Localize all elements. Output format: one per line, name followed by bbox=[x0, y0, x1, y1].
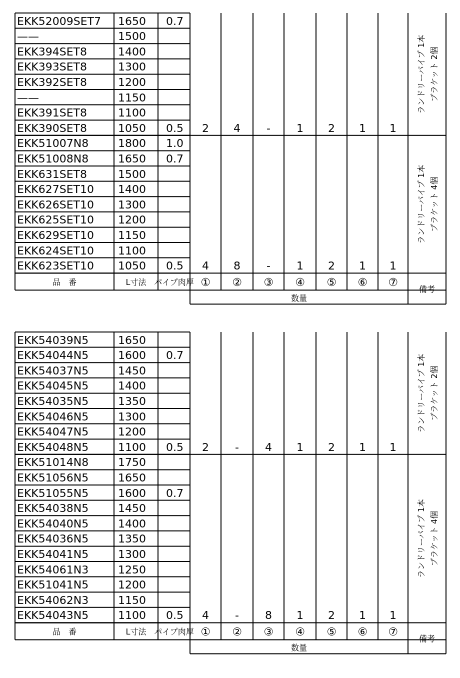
length-cell: 1150 bbox=[118, 91, 146, 105]
quantity-cell: 1 bbox=[296, 121, 304, 135]
part-number-cell: EKK54036N5 bbox=[17, 532, 89, 546]
part-number-cell: EKK390SET8 bbox=[17, 121, 88, 135]
length-cell: 1100 bbox=[118, 106, 146, 120]
quantity-cell: 1 bbox=[359, 259, 366, 273]
quantity-cell: 1 bbox=[296, 440, 304, 454]
remarks-line-1: ランドリーパイプ 1本 bbox=[417, 164, 426, 244]
length-cell: 1200 bbox=[118, 76, 146, 89]
quantity-cell: 4 bbox=[265, 440, 272, 454]
quantity-cell: 2 bbox=[328, 259, 335, 273]
length-cell: 1400 bbox=[118, 183, 146, 197]
header-part-4: ④ bbox=[295, 276, 305, 290]
remarks-line-1: ランドリーパイプ 1本 bbox=[417, 353, 426, 433]
part-number-cell: EKK54037N5 bbox=[17, 364, 89, 378]
part-number-cell: EKK631SET8 bbox=[17, 167, 88, 181]
parts-table-1 bbox=[17, 15, 439, 303]
quantity-cell: 8 bbox=[233, 259, 241, 273]
length-cell: 1400 bbox=[118, 379, 146, 393]
length-cell: 1400 bbox=[118, 517, 146, 531]
quantity-cell: - bbox=[266, 121, 271, 135]
remarks-line-1: ランドリーパイプ 1本 bbox=[417, 34, 426, 114]
header-length: L寸法 bbox=[125, 278, 147, 288]
thickness-cell: 0.5 bbox=[166, 609, 184, 623]
quantity-cell: 1 bbox=[296, 609, 304, 623]
part-number-cell: EKK54045N5 bbox=[17, 379, 89, 393]
length-cell: 1200 bbox=[118, 213, 146, 227]
part-number-cell: EKK54043N5 bbox=[17, 609, 89, 623]
length-cell: 1200 bbox=[118, 425, 146, 439]
length-cell: 1250 bbox=[118, 563, 146, 577]
length-cell: 1200 bbox=[118, 578, 146, 592]
part-number-cell: EKK51041N5 bbox=[17, 578, 89, 592]
header-part-2: ② bbox=[232, 625, 242, 639]
header-part-3: ③ bbox=[263, 625, 274, 639]
remarks-line-2: ブラケット 4個 bbox=[430, 176, 439, 232]
header-part-1: ① bbox=[200, 276, 211, 290]
part-number-cell: EKK54062N3 bbox=[17, 593, 89, 607]
thickness-cell: 0.5 bbox=[166, 121, 184, 135]
quantity-cell: 1 bbox=[296, 259, 304, 273]
parts-table-2 bbox=[17, 334, 439, 653]
length-cell: 1300 bbox=[118, 198, 146, 212]
length-cell: 1650 bbox=[118, 471, 146, 485]
header-part-3: ③ bbox=[263, 276, 274, 290]
part-number-cell: EKK394SET8 bbox=[17, 45, 88, 59]
length-cell: 1100 bbox=[118, 609, 146, 623]
part-number-cell: —— bbox=[17, 30, 39, 44]
part-number-cell: EKK393SET8 bbox=[17, 60, 88, 74]
quantity-cell: 8 bbox=[265, 609, 272, 623]
part-number-cell: EKK54044N5 bbox=[17, 349, 89, 363]
length-cell: 1350 bbox=[118, 532, 146, 546]
part-number-cell: EKK51014N8 bbox=[17, 456, 89, 470]
part-number-cell: EKK51007N8 bbox=[17, 137, 89, 151]
quantity-cell: 4 bbox=[202, 259, 209, 273]
length-cell: 1750 bbox=[118, 456, 146, 470]
thickness-cell: 0.7 bbox=[166, 14, 184, 28]
header-thickness: パイプ肉厚 bbox=[154, 278, 194, 288]
length-cell: 1450 bbox=[118, 364, 146, 378]
thickness-cell: 0.5 bbox=[166, 259, 184, 273]
thickness-cell: 0.7 bbox=[166, 152, 184, 166]
quantity-cell: - bbox=[235, 440, 239, 454]
length-cell: 1300 bbox=[118, 410, 146, 424]
length-cell: 1650 bbox=[118, 333, 146, 347]
length-cell: 1150 bbox=[118, 229, 146, 242]
header-quantity: 数量 bbox=[291, 643, 307, 653]
part-number-cell: EKK54048N5 bbox=[17, 440, 89, 454]
header-part-6: ⑥ bbox=[357, 625, 368, 639]
length-cell: 1800 bbox=[118, 137, 146, 151]
length-cell: 1500 bbox=[118, 30, 146, 44]
part-number-cell: EKK54038N5 bbox=[17, 502, 89, 516]
length-cell: 1400 bbox=[118, 45, 146, 59]
length-cell: 1650 bbox=[118, 14, 146, 28]
part-number-cell: —— bbox=[17, 91, 39, 105]
header-remarks: 備考 bbox=[419, 634, 435, 644]
length-cell: 1450 bbox=[118, 502, 146, 516]
header-part-1: ① bbox=[200, 625, 211, 639]
length-cell: 1650 bbox=[118, 152, 146, 166]
part-number-cell: EKK627SET10 bbox=[17, 183, 95, 197]
part-number-cell: EKK626SET10 bbox=[17, 198, 95, 212]
part-number-cell: EKK54061N3 bbox=[17, 563, 89, 577]
length-cell: 1300 bbox=[118, 60, 146, 74]
part-number-cell: EKK54047N5 bbox=[17, 425, 89, 439]
header-quantity: 数量 bbox=[291, 294, 307, 304]
part-number-cell: EKK629SET10 bbox=[17, 229, 95, 242]
thickness-cell: 1.0 bbox=[166, 137, 184, 151]
header-part-7: ⑦ bbox=[388, 276, 398, 290]
length-cell: 1500 bbox=[118, 167, 146, 181]
part-number-cell: EKK51056N5 bbox=[17, 471, 89, 485]
quantity-cell: 2 bbox=[202, 121, 209, 135]
header-remarks: 備考 bbox=[419, 285, 435, 295]
remarks-line-2: ブラケット 2個 bbox=[430, 365, 439, 421]
header-length: L寸法 bbox=[125, 627, 147, 637]
quantity-cell: 1 bbox=[359, 121, 366, 135]
length-cell: 1300 bbox=[118, 548, 146, 561]
remarks-note bbox=[416, 354, 439, 433]
quantity-cell: 2 bbox=[328, 440, 335, 454]
quantity-cell: 1 bbox=[389, 609, 397, 623]
header-part-5: ⑤ bbox=[326, 276, 337, 290]
header-part-number: 品 番 bbox=[52, 627, 77, 637]
length-cell: 1150 bbox=[118, 593, 146, 607]
quantity-cell: 4 bbox=[202, 609, 209, 623]
header-part-4: ④ bbox=[295, 625, 305, 639]
thickness-cell: 0.5 bbox=[166, 440, 184, 454]
part-number-cell: EKK51008N8 bbox=[17, 152, 89, 166]
header-part-5: ⑤ bbox=[326, 625, 337, 639]
part-number-cell: EKK391SET8 bbox=[17, 106, 88, 120]
length-cell: 1350 bbox=[118, 395, 146, 408]
thickness-cell: 0.7 bbox=[166, 486, 184, 500]
part-number-cell: EKK51055N5 bbox=[17, 486, 89, 500]
length-cell: 1100 bbox=[118, 440, 146, 454]
length-cell: 1050 bbox=[118, 259, 146, 273]
quantity-cell: 4 bbox=[233, 121, 241, 135]
header-part-6: ⑥ bbox=[357, 276, 368, 290]
quantity-cell: - bbox=[266, 259, 271, 273]
length-cell: 1600 bbox=[118, 486, 146, 500]
header-part-number: 品 番 bbox=[52, 278, 77, 288]
remarks-line-2: ブラケット 2個 bbox=[430, 46, 439, 102]
header-part-7: ⑦ bbox=[388, 625, 398, 639]
length-cell: 1050 bbox=[118, 121, 146, 135]
part-number-cell: EKK392SET8 bbox=[17, 76, 88, 89]
part-number-cell: EKK625SET10 bbox=[17, 213, 95, 227]
remarks-note bbox=[416, 165, 439, 244]
length-cell: 1100 bbox=[118, 244, 146, 258]
quantity-cell: 1 bbox=[389, 440, 397, 454]
remarks-note bbox=[416, 35, 439, 114]
header-thickness: パイプ肉厚 bbox=[154, 627, 194, 637]
part-number-cell: EKK54041N5 bbox=[17, 548, 89, 561]
header-part-2: ② bbox=[232, 276, 242, 290]
quantity-cell: 2 bbox=[328, 121, 335, 135]
quantity-cell: 2 bbox=[328, 609, 335, 623]
quantity-cell: 2 bbox=[202, 440, 209, 454]
quantity-cell: 1 bbox=[359, 440, 366, 454]
quantity-cell: - bbox=[235, 609, 239, 623]
length-cell: 1600 bbox=[118, 349, 146, 363]
part-number-cell: EKK54040N5 bbox=[17, 517, 89, 531]
part-number-cell: EKK54039N5 bbox=[17, 333, 89, 347]
part-number-cell: EKK624SET10 bbox=[17, 244, 95, 258]
quantity-cell: 1 bbox=[389, 121, 397, 135]
part-number-cell: EKK52009SET7 bbox=[17, 14, 102, 28]
remarks-line-1: ランドリーパイプ 1本 bbox=[417, 499, 426, 579]
thickness-cell: 0.7 bbox=[166, 349, 184, 363]
quantity-cell: 1 bbox=[359, 609, 366, 623]
part-number-cell: EKK54035N5 bbox=[17, 395, 89, 408]
remarks-note bbox=[416, 499, 439, 578]
part-number-cell: EKK54046N5 bbox=[17, 410, 89, 424]
remarks-line-2: ブラケット 4個 bbox=[430, 510, 439, 567]
quantity-cell: 1 bbox=[389, 259, 397, 273]
part-number-cell: EKK623SET10 bbox=[17, 259, 95, 273]
